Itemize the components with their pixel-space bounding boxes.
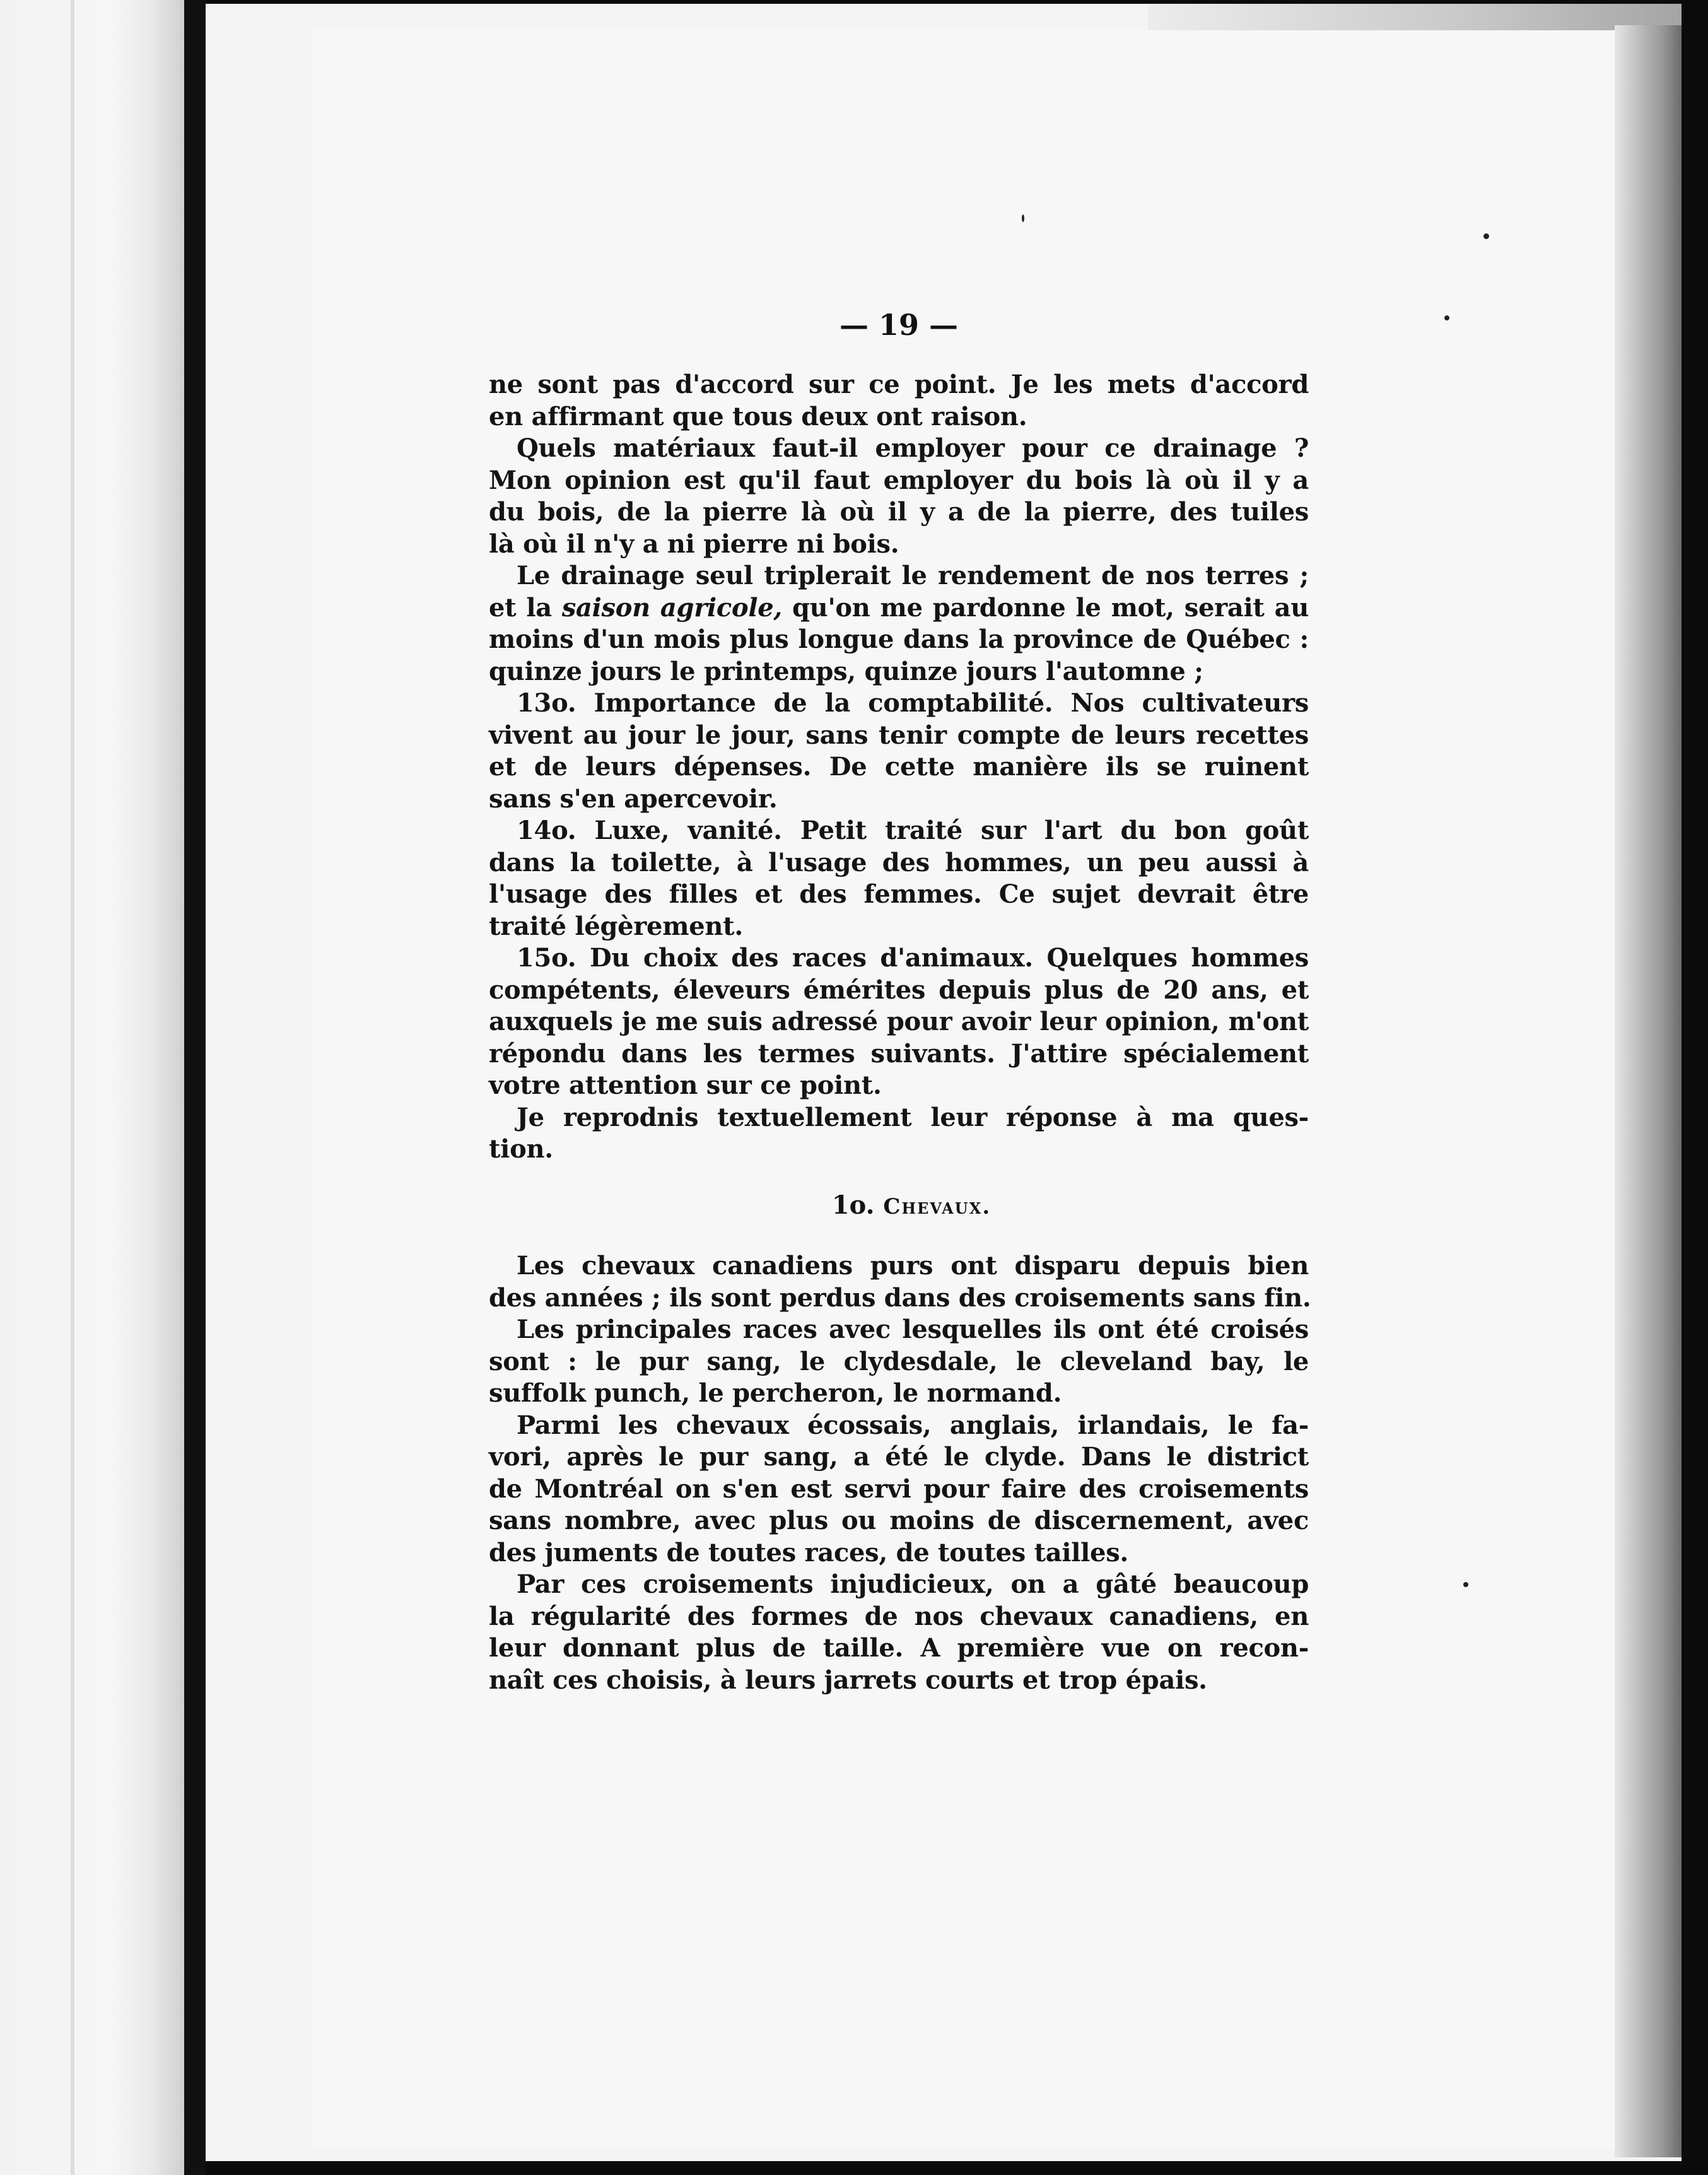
text-line: compétents, éleveurs émérites depuis plus de 20 ans, et: [489, 975, 1309, 1005]
ink-speck: [1022, 214, 1024, 222]
text-line: sont : le pur sang, le clydesdale, le cleveland bay, le: [489, 1346, 1309, 1376]
text-line: sans nombre, avec plus ou moins de discernement, avec: [489, 1506, 1309, 1535]
text-line: ne sont pas d'accord sur ce point. Je les mets d'accord: [489, 370, 1309, 399]
text-line: 13o. Importance de la comptabilité. Nos cultivateurs: [517, 688, 1309, 718]
text-line: des années ; ils sont perdus dans des croisements sans fin.: [489, 1282, 1311, 1313]
ink-speck: [1483, 233, 1489, 239]
text-line: quinze jours le printemps, quinze jours l'automne ;: [489, 656, 1203, 686]
text-line: moins d'un mois plus longue dans la province de Québec :: [489, 624, 1309, 654]
text-line: auxquels je me suis adressé pour avoir leur opinion, m'ont: [489, 1007, 1309, 1036]
paragraph: [489, 560, 1309, 688]
text-line: traité légèrement.: [489, 911, 743, 941]
paragraph: [489, 942, 1309, 1102]
page-number: — 19 —: [839, 308, 959, 342]
text-run: qu'on me pardonne le mot, serait au: [782, 592, 1309, 623]
text-line: dans la toilette, à l'usage des hommes, un peu aussi à: [489, 847, 1309, 877]
text-line: naît ces choisis, à leurs jarrets courts et trop épais.: [489, 1665, 1207, 1695]
text-line: 15o. Du choix des races d'animaux. Quelques hommes: [517, 943, 1309, 973]
ink-speck: [1463, 1582, 1468, 1587]
text-line: vori, après le pur sang, a été le clyde. Dans le district: [489, 1442, 1309, 1472]
section-number: 1o.: [831, 1190, 875, 1220]
text-line: votre attention sur ce point.: [489, 1070, 882, 1100]
text-line: suffolk punch, le percheron, le normand.: [489, 1378, 1062, 1408]
paragraph: [489, 1569, 1309, 1696]
text-line: et de leurs dépenses. De cette manière ils se ruinent: [489, 752, 1309, 782]
text-line: Par ces croisements injudicieux, on a gâté beaucoup: [517, 1569, 1309, 1599]
text-line: Les principales races avec lesquelles ils ont été croisés: [517, 1315, 1309, 1344]
text-line: Le drainage seul triplerait le rendement de nos terres ;: [517, 561, 1309, 590]
paragraph: [489, 433, 1309, 560]
text-line: vivent au jour le jour, sans tenir compte de leurs recettes: [489, 720, 1309, 750]
paragraph: [489, 1410, 1309, 1569]
text-line: en affirmant que tous deux ont raison.: [489, 401, 1027, 431]
text-line: des juments de toutes races, de toutes tailles.: [489, 1537, 1129, 1568]
text-line: tion.: [489, 1134, 553, 1164]
text-line: Je reprodnis textuellement leur réponse à ma ques-: [517, 1102, 1309, 1132]
page-body-text: [489, 369, 1309, 1696]
text-line: répondu dans les termes suivants. J'attire spécialement: [489, 1038, 1309, 1069]
text-line: Quels matériaux faut-il employer pour ce drainage ?: [517, 433, 1309, 463]
text-line: là où il n'y a ni pierre ni bois.: [489, 529, 899, 559]
paragraph: [489, 815, 1309, 942]
text-line: sans s'en apercevoir.: [489, 783, 778, 814]
page-top-edge-shadow: [1148, 4, 1682, 30]
text-line: la régularité des formes de nos chevaux canadiens, en: [489, 1601, 1309, 1631]
ink-speck: [1444, 315, 1449, 320]
text-line: leur donnant plus de taille. A première vue on recon-: [489, 1633, 1309, 1663]
text-run: et la: [489, 592, 562, 623]
text-line: 14o. Luxe, vanité. Petit traité sur l'art du bon goût: [517, 816, 1309, 845]
text-line: du bois, de la pierre là où il y a de la pierre, des tuiles: [489, 497, 1309, 527]
section-heading: [489, 1190, 1309, 1223]
text-line: Les chevaux canadiens purs ont disparu depuis bien: [517, 1251, 1309, 1281]
paragraph: [489, 1102, 1309, 1166]
paragraph: [489, 369, 1309, 433]
text-line: l'usage des filles et des femmes. Ce sujet devrait être: [489, 879, 1309, 909]
paragraph: [489, 688, 1309, 815]
section-title: Chevaux.: [883, 1193, 991, 1219]
page-right-edge-shadow: [1615, 25, 1682, 2157]
text-line: Mon opinion est qu'il faut employer du bois là où il y a: [489, 465, 1309, 495]
left-page-fold-line: [71, 0, 74, 2175]
italic-term: saison agricole,: [561, 592, 782, 623]
text-line: [489, 592, 1309, 624]
text-line: de Montréal on s'en est servi pour faire des croisements: [489, 1474, 1309, 1504]
left-page-blank: [0, 0, 184, 2175]
book-gutter: [184, 0, 206, 2175]
text-line: Parmi les chevaux écossais, anglais, irlandais, le fa-: [517, 1410, 1309, 1440]
paragraph: [489, 1314, 1309, 1410]
paragraph: [489, 1250, 1309, 1314]
